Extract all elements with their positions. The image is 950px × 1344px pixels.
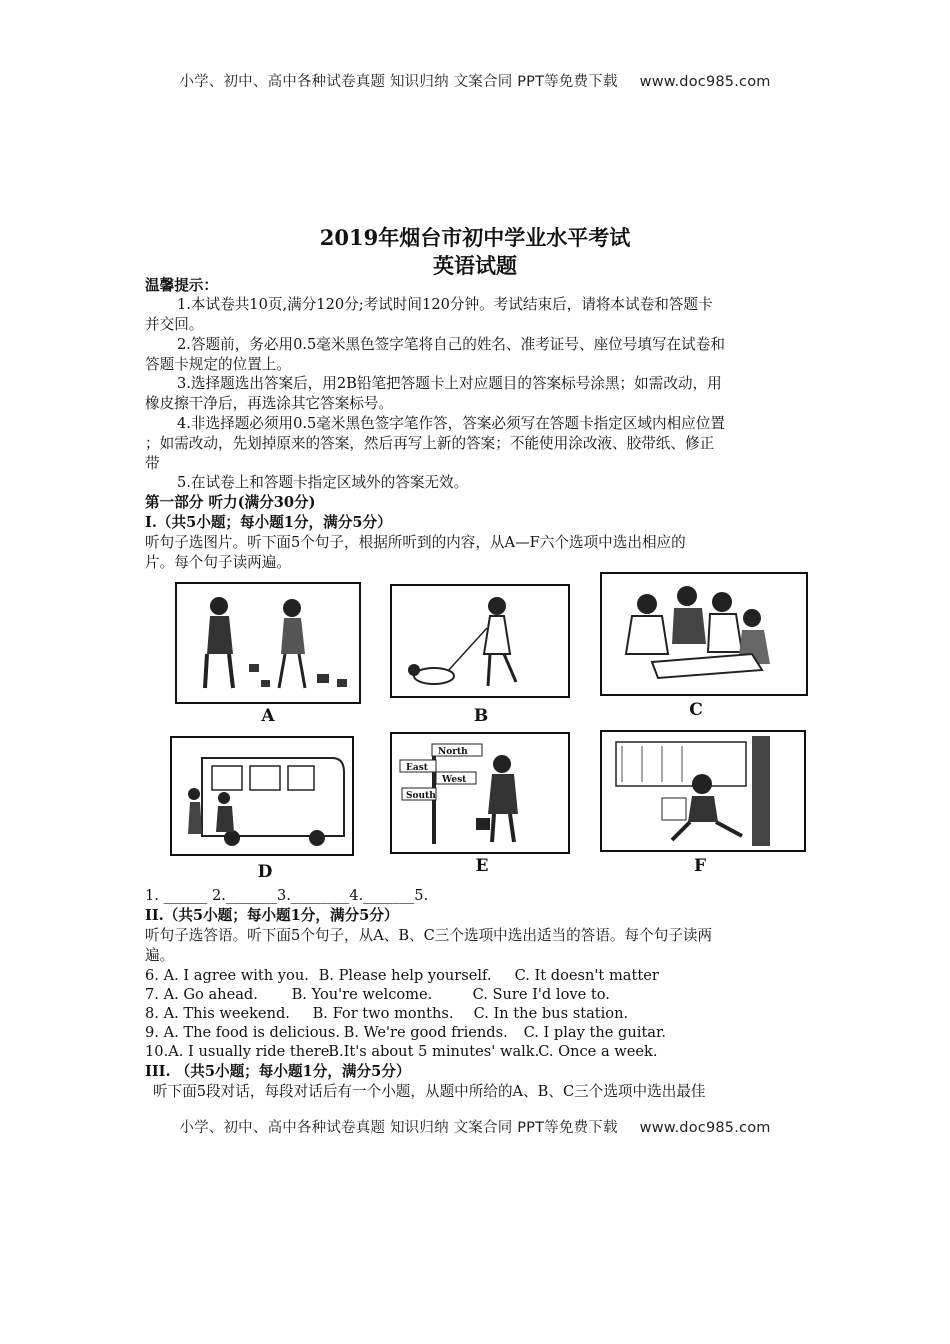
picture-a-label: A xyxy=(261,706,275,726)
option-a: A. I agree with you. xyxy=(163,967,309,984)
option-b: B. You're welcome. xyxy=(291,986,433,1003)
notice-line: 1.本试卷共10页,满分120分;考试时间120分钟。考试结束后，请将本试卷和答题卡 xyxy=(177,296,713,313)
option-c: C. In the bus station. xyxy=(473,1005,629,1022)
notice-line: 2.答题前，务必用0.5毫米黑色签字笔将自己的姓名、准考证号、座位号填写在试卷和 xyxy=(177,336,725,353)
notice-heading: 温馨提示： xyxy=(145,277,218,294)
part1-heading: 第一部分 听力(满分30分) xyxy=(145,494,316,511)
section2-heading: II.（共5小题；每小题1分，满分5分） xyxy=(145,907,399,924)
answer-blanks: 1. ______ 2._______3.________4._______5. xyxy=(145,887,429,904)
footer-url[interactable]: www.doc985.com xyxy=(639,1120,771,1136)
picture-c-label: C xyxy=(689,700,703,720)
picture-e-directions xyxy=(390,732,570,854)
question-number: 8. xyxy=(145,1005,159,1022)
question-row xyxy=(145,985,810,1004)
option-b: B.It's about 5 minutes' walk. xyxy=(328,1043,540,1060)
picture-e-label: E xyxy=(475,856,489,876)
question-row xyxy=(145,1042,810,1061)
question-row xyxy=(145,966,810,985)
option-c: C. Sure I'd love to. xyxy=(472,986,610,1003)
section3-instruction: 听下面5段对话，每段对话后有一个小题，从题中所给的A、B、C三个选项中选出最佳 xyxy=(153,1083,706,1100)
notice-line: 4.非选择题必须用0.5毫米黑色签字笔作答，答案必须写在答题卡指定区域内相应位置 xyxy=(177,415,725,432)
picture-b-dog-walking xyxy=(390,584,570,698)
question-number: 9. xyxy=(145,1024,159,1041)
page-header xyxy=(0,70,950,91)
exam-subtitle: 英语试题 xyxy=(433,253,517,278)
question-row xyxy=(145,1004,810,1023)
section2-instruction: 遍。 xyxy=(145,947,175,964)
section1-heading: I.（共5小题；每小题1分，满分5分） xyxy=(145,514,392,531)
notice-line: 并交回。 xyxy=(145,316,204,333)
section3-heading: III. （共5小题；每小题1分，满分5分） xyxy=(145,1063,411,1080)
option-a: A. The food is delicious. xyxy=(163,1024,341,1041)
option-a: A. This weekend. xyxy=(163,1005,290,1022)
picture-d-bus xyxy=(170,736,354,856)
question-number: 10. xyxy=(145,1043,169,1060)
picture-a-kids-shoes xyxy=(175,582,361,704)
sign-label: East xyxy=(406,763,428,773)
sign-label: West xyxy=(442,775,467,785)
section1-instruction: 听句子选图片。听下面5个句子，根据所听到的内容，从A—F六个选项中选出相应的 xyxy=(145,534,686,551)
option-c: C. I play the guitar. xyxy=(523,1024,667,1041)
question-number: 7. xyxy=(145,986,159,1003)
notice-line: 带 xyxy=(145,455,160,472)
footer-text: 小学、初中、高中各种试卷真题 知识归纳 文案合同 PPT等免费下载 xyxy=(179,1120,618,1136)
exam-title: 2019年烟台市初中学业水平考试 xyxy=(319,225,631,250)
sign-label: North xyxy=(438,747,468,757)
page-footer xyxy=(0,1116,950,1137)
sign-label: South xyxy=(406,791,436,801)
picture-d-label: D xyxy=(257,862,273,882)
option-b: B. We're good friends. xyxy=(343,1024,508,1041)
section1-instruction: 片。每个句子读两遍。 xyxy=(145,554,291,571)
picture-c-group-study xyxy=(600,572,808,696)
option-a: A. I usually ride there. xyxy=(168,1043,335,1060)
notice-line: 橡皮擦干净后，再选涂其它答案标号。 xyxy=(145,395,394,412)
option-a: A. Go ahead. xyxy=(163,986,258,1003)
picture-f-running-boy xyxy=(600,730,806,852)
option-c: C. Once a week. xyxy=(538,1043,658,1060)
option-b: B. For two months. xyxy=(312,1005,454,1022)
picture-b-label: B xyxy=(473,706,489,726)
notice-line: 答题卡规定的位置上。 xyxy=(145,356,291,373)
option-c: C. It doesn't matter xyxy=(514,967,659,984)
picture-grid xyxy=(145,572,807,884)
question-row xyxy=(145,1023,810,1042)
notice-line: 5.在试卷上和答题卡指定区域外的答案无效。 xyxy=(177,474,469,491)
header-url[interactable]: www.doc985.com xyxy=(639,74,771,90)
question-number: 6. xyxy=(145,967,159,984)
header-text: 小学、初中、高中各种试卷真题 知识归纳 文案合同 PPT等免费下载 xyxy=(179,74,618,90)
notice-line: ；如需改动，先划掉原来的答案，然后再写上新的答案；不能使用涂改液、胶带纸、修正 xyxy=(145,435,715,452)
picture-f-label: F xyxy=(693,856,707,876)
option-b: B. Please help yourself. xyxy=(318,967,492,984)
section2-instruction: 听句子选答语。听下面5个句子，从A、B、C三个选项中选出适当的答语。每个句子读两 xyxy=(145,927,713,944)
notice-line: 3.选择题选出答案后，用2B铅笔把答题卡上对应题目的答案标号涂黑；如需改动，用 xyxy=(177,375,722,392)
